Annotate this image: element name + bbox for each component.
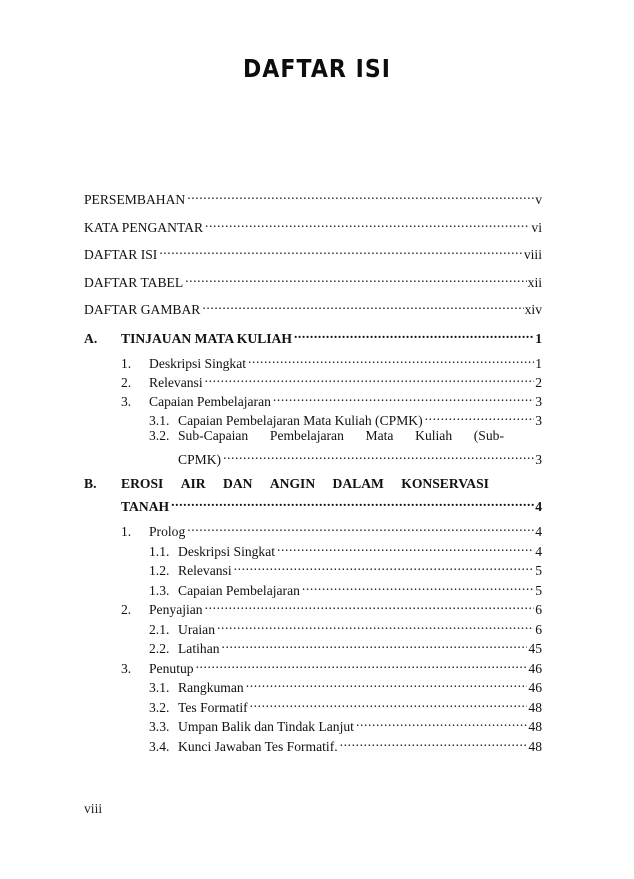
- subitem-number: 3.1.: [149, 413, 170, 428]
- item-label: Relevansi: [149, 375, 203, 390]
- leader-dots: [185, 271, 526, 287]
- toc-entry-page: xiv: [524, 302, 542, 317]
- subitem-label: Kunci Jawaban Tes Formatif.: [178, 739, 338, 754]
- word: AIR: [180, 476, 206, 491]
- subitem-label: Deskripsi Singkat: [178, 544, 276, 559]
- toc-entry-label: DAFTAR ISI: [84, 247, 158, 262]
- word: Pembelajaran: [269, 428, 344, 443]
- subitem-number: 3.2.: [149, 700, 170, 715]
- toc-item-a-1[interactable]: [121, 352, 542, 371]
- word: ANGIN: [269, 476, 316, 491]
- subitem-page: 46: [528, 680, 542, 695]
- leader-dots: [187, 188, 534, 204]
- leader-dots: [248, 352, 534, 368]
- toc-subitem-b-3-4[interactable]: [149, 735, 542, 754]
- chapter-label-line2: TANAH: [121, 499, 170, 514]
- leader-dots: [196, 657, 528, 673]
- item-label: Prolog: [149, 524, 186, 539]
- leader-dots: [250, 696, 528, 712]
- chapter-label: TINJAUAN MATA KULIAH: [121, 331, 292, 346]
- subitem-page: 6: [535, 622, 542, 637]
- subitem-page: 4: [535, 544, 542, 559]
- subitem-label-line2: CPMK): [178, 452, 222, 467]
- subitem-label: Capaian Pembelajaran: [178, 583, 300, 598]
- toc-subitem-a-3-2-line2[interactable]: [178, 448, 542, 467]
- item-number: 2.: [121, 375, 132, 390]
- toc-entry-daftar-tabel[interactable]: [84, 271, 542, 290]
- leader-dots: [159, 243, 523, 259]
- leader-dots: [223, 448, 534, 464]
- subitem-number: 2.2.: [149, 641, 170, 656]
- word: (Sub-: [473, 428, 504, 443]
- word: DAN: [223, 476, 253, 491]
- toc-entry-label: DAFTAR TABEL: [84, 275, 184, 290]
- item-page: 3: [535, 394, 542, 409]
- toc-subitem-a-3-1[interactable]: [149, 409, 542, 428]
- item-label: Penutup: [149, 661, 194, 676]
- subitem-number: 1.3.: [149, 583, 170, 598]
- leader-dots: [246, 676, 528, 692]
- chapter-page: 1: [535, 331, 542, 346]
- toc-entry-label: KATA PENGANTAR: [84, 220, 204, 235]
- toc-subitem-b-1-2[interactable]: [149, 559, 542, 578]
- subitem-label: Umpan Balik dan Tindak Lanjut: [178, 719, 354, 734]
- subitem-page: 45: [528, 641, 542, 656]
- word: Sub-Capaian: [178, 428, 249, 443]
- toc-item-b-1[interactable]: [121, 520, 542, 539]
- toc-entry-page: v: [535, 192, 542, 207]
- subitem-page: 48: [528, 700, 542, 715]
- item-page: 6: [535, 602, 542, 617]
- chapter-page: 4: [535, 499, 542, 514]
- subitem-label: Relevansi: [178, 563, 232, 578]
- item-number: 1.: [121, 524, 132, 539]
- subitem-label: Latihan: [178, 641, 220, 656]
- item-label: Penyajian: [149, 602, 203, 617]
- leader-dots: [277, 540, 534, 556]
- toc-subitem-a-3-2-line1[interactable]: [149, 428, 542, 444]
- subitem-number: 1.1.: [149, 544, 170, 559]
- item-label: Capaian Pembelajaran: [149, 394, 271, 409]
- toc-entry-page: xii: [527, 275, 542, 290]
- word: DALAM: [332, 476, 384, 491]
- leader-dots: [217, 618, 534, 634]
- word: KONSERVASI: [401, 476, 489, 491]
- toc-entry-persembahan[interactable]: [84, 188, 542, 207]
- item-label: Deskripsi Singkat: [149, 356, 247, 371]
- toc-chapter-a[interactable]: [84, 327, 542, 346]
- toc-entry-kata-pengantar[interactable]: [84, 216, 542, 235]
- toc-item-a-2[interactable]: [121, 371, 542, 390]
- subitem-number: 2.1.: [149, 622, 170, 637]
- subitem-label: Rangkuman: [178, 680, 244, 695]
- leader-dots: [171, 495, 534, 511]
- toc-entry-label: PERSEMBAHAN: [84, 192, 186, 207]
- chapter-number: A.: [84, 331, 98, 346]
- toc-entry-page: vi: [531, 220, 542, 235]
- subitem-number: 3.1.: [149, 680, 170, 695]
- leader-dots: [202, 298, 523, 314]
- word: Mata: [365, 428, 394, 443]
- toc-chapter-b-line1[interactable]: [84, 476, 504, 492]
- toc-item-b-3[interactable]: [121, 657, 542, 676]
- leader-dots: [340, 735, 528, 751]
- chapter-number: B.: [84, 476, 97, 491]
- leader-dots: [302, 579, 534, 595]
- toc-subitem-b-1-3[interactable]: [149, 579, 542, 598]
- subitem-number: 3.3.: [149, 719, 170, 734]
- item-page: 2: [535, 375, 542, 390]
- subitem-number: 1.2.: [149, 563, 170, 578]
- item-page: 46: [528, 661, 542, 676]
- item-page: 4: [535, 524, 542, 539]
- page-number: viii: [84, 801, 103, 816]
- subitem-number: 3.2.: [149, 428, 170, 443]
- subitem-page: 3: [535, 413, 542, 428]
- subitem-label-line1: [178, 428, 504, 444]
- toc-entry-label: DAFTAR GAMBAR: [84, 302, 201, 317]
- toc-subitem-b-3-1[interactable]: [149, 676, 542, 695]
- leader-dots: [234, 559, 535, 575]
- subitem-label: Tes Formatif: [178, 700, 248, 715]
- subitem-page: 5: [535, 563, 542, 578]
- item-number: 3.: [121, 661, 132, 676]
- toc-subitem-b-2-2[interactable]: [149, 637, 542, 656]
- word: EROSI: [121, 476, 164, 491]
- subitem-label: Uraian: [178, 622, 215, 637]
- toc-chapter-b-line2[interactable]: [121, 495, 542, 514]
- toc-entry-daftar-gambar[interactable]: [84, 298, 542, 317]
- leader-dots: [425, 409, 535, 425]
- item-number: 2.: [121, 602, 132, 617]
- leader-dots: [205, 371, 535, 387]
- toc-subitem-b-3-3[interactable]: [149, 715, 542, 734]
- leader-dots: [187, 520, 534, 536]
- leader-dots: [273, 390, 534, 406]
- leader-dots: [356, 715, 527, 731]
- toc-subitem-b-1-1[interactable]: [149, 540, 542, 559]
- subitem-label: Capaian Pembelajaran Mata Kuliah (CPMK): [178, 413, 423, 428]
- item-number: 3.: [121, 394, 132, 409]
- leader-dots: [205, 216, 530, 232]
- item-number: 1.: [121, 356, 132, 371]
- toc-entry-daftar-isi[interactable]: [84, 243, 542, 262]
- toc-item-a-3[interactable]: [121, 390, 542, 409]
- word: Kuliah: [415, 428, 453, 443]
- chapter-label-line1: [121, 476, 489, 492]
- subitem-page: 48: [528, 739, 542, 754]
- toc-subitem-b-2-1[interactable]: [149, 618, 542, 637]
- subitem-page: 48: [528, 719, 542, 734]
- page-title: DAFTAR ISI: [242, 54, 392, 83]
- leader-dots: [294, 327, 534, 343]
- toc-item-b-2[interactable]: [121, 598, 542, 617]
- leader-dots: [222, 637, 528, 653]
- toc-subitem-b-3-2[interactable]: [149, 696, 542, 715]
- item-page: 1: [535, 356, 542, 371]
- subitem-page: 5: [535, 583, 542, 598]
- subitem-number: 3.4.: [149, 739, 170, 754]
- leader-dots: [205, 598, 535, 614]
- subitem-page: 3: [535, 452, 542, 467]
- toc-entry-page: viii: [523, 247, 542, 262]
